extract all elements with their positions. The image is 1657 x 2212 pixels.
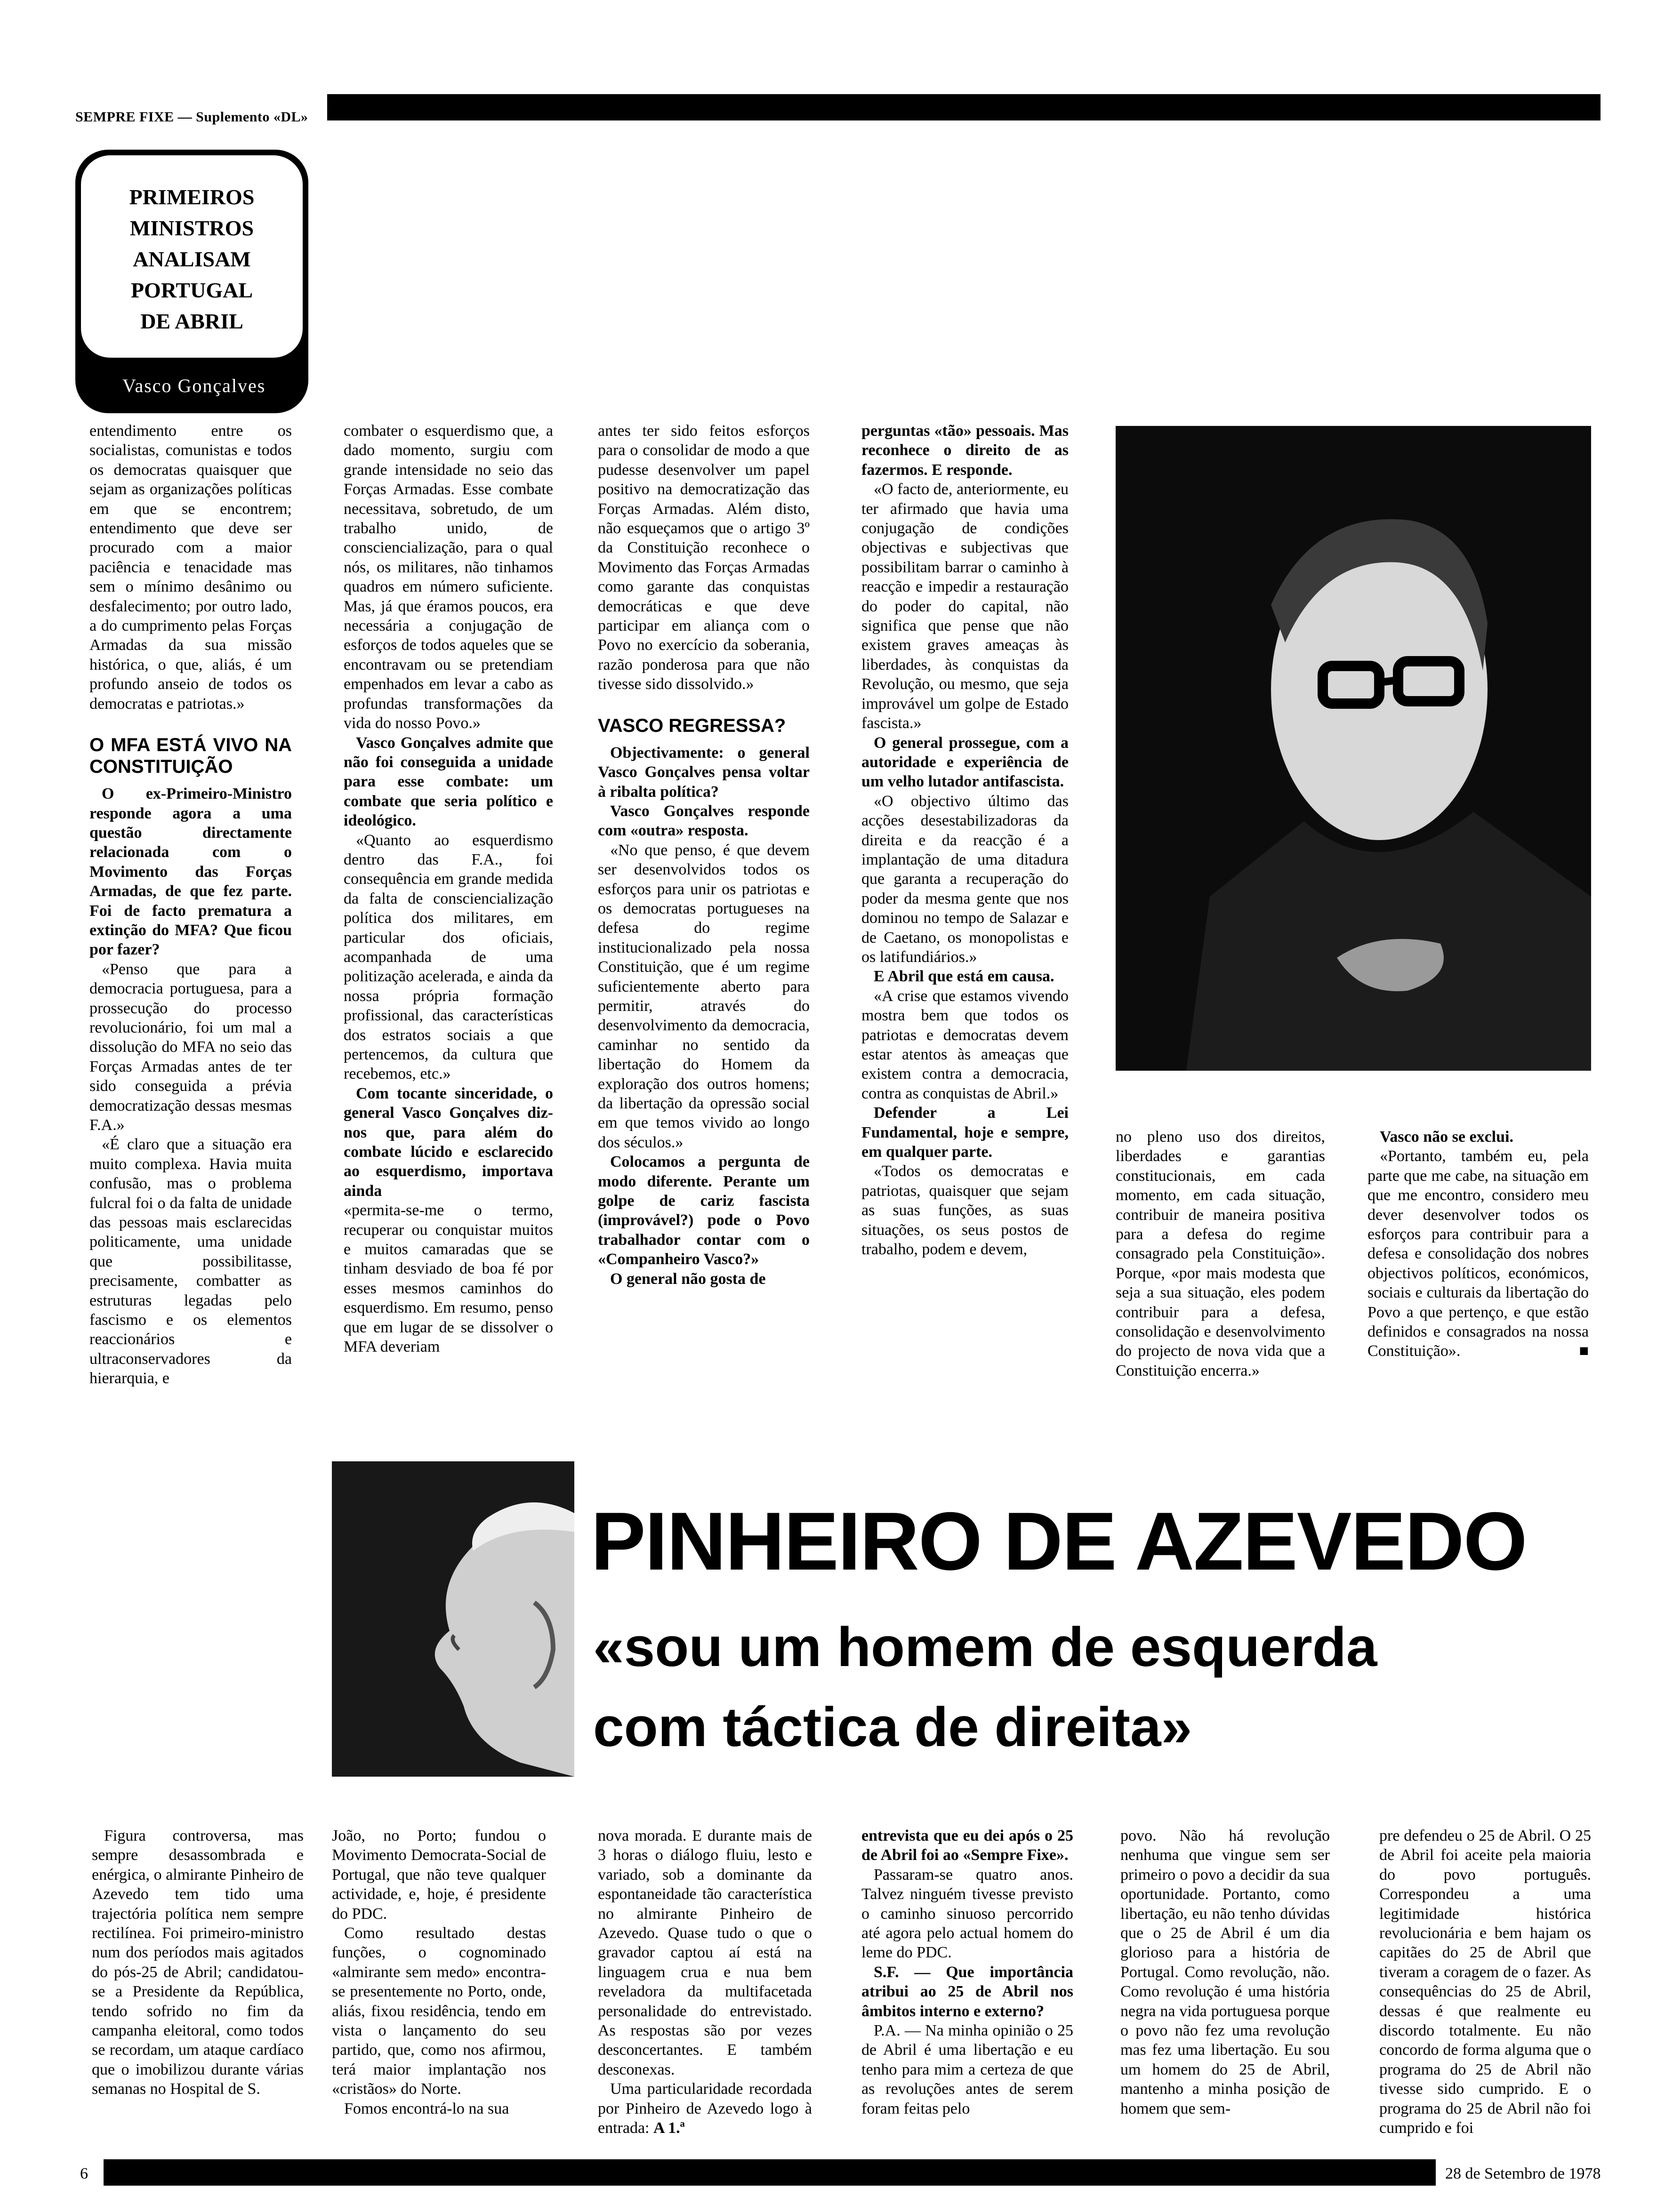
article1-column-6: [1367, 1127, 1589, 1372]
article1-column-3: [598, 421, 810, 1358]
article1-paragraph: «O facto de, anteriormente, eu ter afirmado que havia uma conjugação de condições objectivas e subjectivas que possibilitam barrar o caminho à reacção e impedir a restauração do poder do capital, não significa que pense que não existem graves ameaças às liberdades, às conquistas da Revolução, ou mesmo, que seja improvável um golpe de Estado fascista.»: [861, 481, 1069, 732]
article1-paragraph: [1367, 1146, 1589, 1361]
article1-column-1: [89, 421, 292, 1387]
article1-lead: Colocamos a pergunta de modo diferente. Perante um golpe de cariz fascista (improvável?) pode o Povo trabalhador contar com o «Companheiro Vasco?»: [598, 1153, 810, 1268]
article1-column-2: [344, 421, 553, 1358]
article1-lead: Com tocante sinceridade, o general Vasco Gonçalves diz-nos que, para além do combate lúcido e esclarecido ao esquerdismo, importava ainda: [344, 1084, 553, 1200]
article1-lead: E Abril que está em causa.: [874, 968, 1054, 986]
vasco-goncalves-photo: [1116, 426, 1591, 1071]
article2-column-5: [1120, 1826, 1330, 2123]
article2-column-2: [332, 1826, 546, 2123]
article1-paragraph: «permita-se-me o termo, recuperar ou conquistar muitos e muitos camaradas que se tinham desviado de boa fé por esses mesmos caminhos do esquerdismo. Em resumo, penso que em lugar de se dissolver o MFA deveriam: [344, 1202, 553, 1356]
article2-paragraph: [598, 2079, 812, 2138]
article1-paragraph: «Penso que para a democracia portuguesa, para a prossecução do processo revolucionário, foi um mal a dissolução do MFA no seio das Forças Armadas antes de ter sido conseguida a prévia democratização dessas mesmas F.A.»: [89, 960, 292, 1134]
feature-title: [81, 182, 303, 337]
article1-paragraph: «É claro que a situação era muito complexa. Havia muita confusão, mas o problema fulcral foi o da falta de unidade das pessoas mais esclarecidas politicamente, uma unidade que possibilitasse, precisamente, combatter as estruturas legadas pelo fascismo e os elementos reaccionários e ultraconservadores da hierarquia, e: [89, 1136, 292, 1387]
masthead-bar: [327, 94, 1601, 120]
feature-byline: Vasco Gonçalves: [122, 375, 266, 396]
article1-paragraph: «Todos os democratas e patriotas, quaisquer que sejam as suas funções, as suas situações, os seus postos de trabalho, podem e devem,: [861, 1162, 1069, 1258]
article1-column-5: [1116, 1127, 1325, 1379]
article2-paragraph: Figura controversa, mas sempre desassombrada e enérgica, o almirante Pinheiro de Azevedo tem tido uma trajectória política nem sempre rectilínea. Foi primeiro-ministro num dos períodos mais agitados do pós-25 de Abril; candidatou-se a Presidente da República, tendo sofrido no fim da campanha eleitoral, como todos se recordam, um ataque cardíaco que o imobilizou durante várias semanas no Hospital de S.: [92, 1827, 304, 2098]
masthead-title: SEMPRE FIXE — Suplemento «DL»: [75, 109, 308, 125]
footer-bar: [104, 2159, 1436, 2186]
issue-date: 28 de Setembro de 1978: [1445, 2165, 1601, 2182]
article2-paragraph: povo. Não há revolução nenhuma que vingue sem ser primeiro o povo a decidir da sua oportunidade. Portanto, como libertação, eu não tenho dúvidas que o 25 de Abril é um dia glorioso para a história de Portugal. Como revolução, não. Como revolução é uma história negra na vida portuguesa porque o povo não fez uma revolução mas fez uma libertação. Eu sou um homem do 25 de Abril, mantenho a minha posição de homem que sem-: [1120, 1827, 1330, 2117]
article2-paragraph: P.A. — Na minha opinião o 25 de Abril é uma libertação e eu tenho para mim a certeza de que as revoluções antes de serem foram feitas pelo: [861, 2022, 1073, 2117]
feature-title-line: PRIMEIROS: [129, 185, 255, 209]
article1-lead: O general não gosta de: [610, 1270, 766, 1288]
article2-paragraph-bold: A 1.ª: [653, 2119, 685, 2137]
article2-column-4: [861, 1826, 1073, 2123]
article1-paragraph: combater o esquerdismo que, a dado momento, surgiu com grande intensidade no seio das Forças Armadas. Esse combate necessitava, sobretudo, de um trabalho unido, de consciencialização, para o qual nós, os militares, não tinhamos quadros em número suficiente. Mas, já que éramos poucos, era necessária a conjugação de esforços de todos aqueles que se encontravam ou se pretendiam empenhados em levar a cabo as profundas transformações da vida do nosso Povo.»: [344, 422, 553, 732]
article2-quote-line-2: com táctica de direita»: [593, 1696, 1192, 1758]
feature-title-line: PORTUGAL: [130, 278, 253, 302]
article1-paragraph: antes ter sido feitos esforços para o consolidar de modo a que pudesse desenvolver um papel positivo na democratização das Forças Armadas. Além disto, não esqueçamos que o artigo 3º da Constituição reconhece o Movimento das Forças Armadas como garante das conquistas democráticas e que deve participar em aliança com o Povo no exercício da soberania, razão ponderosa para que não tivesse sido dissolvido.»: [598, 422, 810, 693]
article1-paragraph: no pleno uso dos direitos, liberdades e garantias constitucionais, em cada momento, em cada situação, contribuir de maneira positiva para a defesa do regime consagrado pela Constituição». Porque, «por mais modesta que seja a sua situação, eles podem contribuir para a defesa, consolidação e desenvolvimento do projecto de nova vida que a Constituição encerra.»: [1116, 1128, 1325, 1379]
article1-subheading: O MFA ESTÁ VIVO NA CONSTITUIÇÃO: [89, 735, 292, 777]
article2-quote-line-1: «sou um homem de esquerda: [593, 1616, 1377, 1678]
pinheiro-de-azevedo-photo: [332, 1461, 574, 1777]
profile-illustration: [332, 1461, 574, 1777]
feature-title-inner: [81, 155, 303, 358]
feature-title-line: DE ABRIL: [140, 309, 243, 333]
article2-paragraph: Fomos encontrá-lo na sua: [344, 2100, 509, 2117]
article1-paragraph: entendimento entre os socialistas, comunistas e todos os democratas quaisquer que sejam as organizações políticas em que se encontrem; entendimento que deve ser procurado com a maior paciência e tenacidade mas sem o mínimo desânimo ou desfalecimento; por outro lado, a do cumprimento pelas Forças Armadas da sua missão histórica, o que, aliás, é um profundo anseio de todos os democratas e patriotas.»: [89, 422, 292, 713]
article1-paragraph: «Quanto ao esquerdismo dentro das F.A., foi consequência em grande medida da falta de consciencialização política dos militares, em particular dos oficiais, acompanhada de uma politização acelerada, e ainda da nossa própria formação profissional, das características dos estratos sociais a que pertencemos, da cultura que recebemos, etc.»: [344, 831, 553, 1083]
article2-paragraph-text: Uma particularidade recordada por Pinheiro de Azevedo logo à entrada:: [598, 2080, 812, 2137]
article1-lead: Vasco Gonçalves admite que não foi conseguida a unidade para esse combate: um combate que seria político e ideológico.: [344, 734, 553, 830]
article1-lead: Objectivamente: o general Vasco Gonçalves pensa voltar à ribalta política?: [598, 744, 810, 801]
article1-paragraph: «No que penso, é que devem ser desenvolvidos todos os esforços para unir os patriotas e os democratas portugueses na defesa do regime institucionalizado pela nossa Constituição, que é um regime suficientemente aberto para permitir, através do desenvolvimento da democracia, caminhar no sentido da libertação do Homem da exploração dos outros homens; da libertação da opressão social em que temos vivido ao longo dos séculos.»: [598, 841, 810, 1151]
end-mark: ■: [1579, 1342, 1589, 1360]
article1-lead: Vasco Gonçalves responde com «outra» resposta.: [598, 802, 810, 840]
article1-paragraph: «O objectivo último das acções desestabilizadoras da direita e da reacção é a implantação de uma ditadura que garanta a recuperação do poder da mesma gente que nos dominou no tempo de Salazar e de Caetano, os monopolistas e os latifundiários.»: [861, 792, 1069, 966]
article2-paragraph: João, no Porto; fundou o Movimento Democrata-Social de Portugal, que não teve qualquer actividade, e, hoje, é presidente do PDC.: [332, 1827, 546, 1923]
portrait-illustration: [1116, 426, 1591, 1071]
article1-lead: Defender a Lei Fundamental, hoje e sempre, em qualquer parte.: [861, 1104, 1069, 1161]
article2-paragraph: pre defendeu o 25 de Abril. O 25 de Abril foi aceite pela maioria do povo português. Correspondeu a uma legitimidade histórica revolucionária e bem hajam os capitães do 25 de Abril que tiveram a coragem de o fazer. As consequências do 25 de Abril, dessas é que realmente eu discordo totalmente. Eu não concordo de forma alguma que o programa do 25 de Abril não tivesse sido cumprido. E o programa do 25 de Abril não foi cumprido e foi: [1379, 1827, 1591, 2137]
article2-paragraph: Passaram-se quatro anos. Talvez ninguém tivesse previsto o caminho sinuoso percorrido até agora pelo actual homem do leme do PDC.: [861, 1866, 1073, 1962]
feature-title-line: MINISTROS: [129, 216, 254, 240]
article1-lead: Vasco não se exclui.: [1380, 1128, 1513, 1146]
feature-title-box: [75, 150, 308, 413]
article2-question: S.F. — Que importância atribui ao 25 de Abril nos âmbitos interno e externo?: [861, 1963, 1073, 2020]
feature-title-line: ANALISAM: [133, 247, 251, 271]
article2-paragraph: nova morada. E durante mais de 3 horas o diálogo fluiu, lesto e variado, sob a dominante da espontaneidade tão característica no almirante Pinheiro de Azevedo. Quase tudo o que o gravador captou aí está na linguagem crua e nua bem reveladora da multifacetada personalidade do entrevistado. As respostas são por vezes desconcertantes. E também desconexas.: [598, 1827, 812, 2078]
article2-column-3: [598, 1826, 812, 2137]
page-number: 6: [80, 2165, 88, 2182]
article2-name-headline: PINHEIRO DE AZEVEDO: [591, 1496, 1527, 1587]
article1-lead: O ex-Primeiro-Ministro responde agora a uma questão directamente relacionada com o Movimento das Forças Armadas, de que fez parte. Foi de facto prematura a extinção do MFA? Que ficou por fazer?: [89, 785, 292, 959]
article1-paragraph-text: «Portanto, também eu, pela parte que me cabe, na situação em que me encontro, considero meu dever desenvolver todos os esforços para contribuir para a defesa e consolidação dos nobres objectivos políticos, económicos, sociais e culturais da libertação do Povo a que pertenço, e que estão definidos e consagrados na nossa Constituição».: [1367, 1147, 1589, 1360]
article1-lead: perguntas «tão» pessoais. Mas reconhece o direito de as fazermos. E responde.: [861, 422, 1069, 479]
article1-lead: O general prossegue, com a autoridade e experiência de um velho lutador antifascista.: [861, 734, 1069, 791]
article2-lead: entrevista que eu dei após o 25 de Abril foi ao «Sempre Fixe».: [861, 1827, 1073, 1864]
article2-paragraph: Como resultado destas funções, o cognominado «almirante sem medo» encontra-se presentemente no Porto, onde, aliás, fixou residência, tendo em vista o lançamento do seu partido, que, como nos afirmou, terá maior implantação nos «cristãos» do Norte.: [332, 1924, 546, 2098]
article1-subheading: VASCO REGRESSA?: [598, 715, 786, 736]
article1-column-4: [861, 421, 1069, 1358]
article1-paragraph: «A crise que estamos vivendo mostra bem que todos os patriotas e democratas devem estar atentos às ameaças que existem contra a democracia, contra as conquistas de Abril.»: [861, 987, 1069, 1102]
article2-column-1: [92, 1826, 304, 2123]
article2-column-6: [1379, 1826, 1591, 2137]
